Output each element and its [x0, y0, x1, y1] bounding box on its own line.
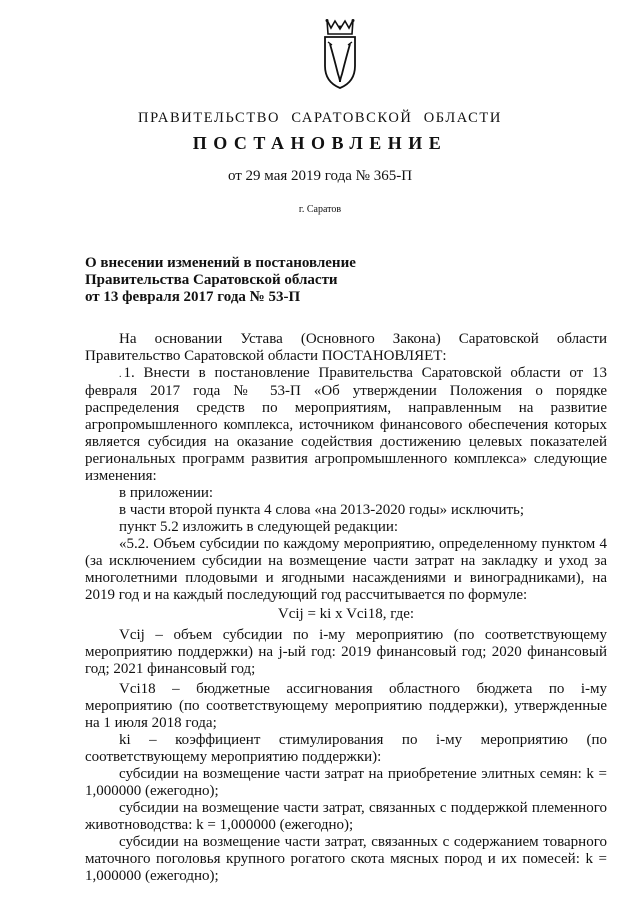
document-city: г. Саратов: [298, 204, 342, 215]
paragraph: ki – коэффициент стимулирования по i-му мероприятию (по соответствующему мероприятию поддержки):: [85, 732, 607, 765]
paragraph: в приложении:: [119, 485, 214, 501]
paragraph: субсидии на возмещение части затрат, связанных с поддержкой племенного животноводства: k = 1,000000 (ежегодно);: [85, 800, 607, 833]
document-type: ПОСТАНОВЛЕНИЕ: [192, 133, 448, 153]
document-date-number: от 29 мая 2019 года № 365-П: [227, 168, 413, 184]
coat-of-arms-icon: [319, 18, 361, 90]
document-subject: [85, 255, 356, 306]
subject-line: О внесении изменений в постановление: [85, 255, 356, 271]
paragraph: [85, 365, 607, 485]
paragraph-text: 1. Внести в постановление Правительства Саратовской области от 13 февраля 2017 года № 53-П «Об утверждении Положения о порядке распределения средств по мероприятиям, направленным на развитие агропромышленного комплекса, источником финансового обеспечения которых является субсидия на оказание содействия достижению целевых показателей региональных программ развития агропромышленного комплекса» следующие изменения:: [85, 365, 607, 484]
ink-dot-mark: .: [119, 369, 122, 380]
subject-line: от 13 февраля 2017 года № 53-П: [85, 289, 301, 305]
paragraph: пункт 5.2 изложить в следующей редакции:: [119, 519, 399, 535]
subject-line: Правительства Саратовской области: [85, 272, 338, 288]
paragraph: Vcij – объем субсидии по i-му мероприятию (по соответствующему мероприятию поддержки) на j-ый год: 2019 финансовый год; 2020 финансовый год; 2021 финансовый год;: [85, 627, 607, 677]
paragraph: в части второй пункта 4 слова «на 2013-2020 годы» исключить;: [119, 502, 525, 518]
paragraph: Vci18 – бюджетные ассигнования областного бюджета по i-му мероприятию (по соответствующему мероприятию поддержки), утвержденные на 1 июля 2018 года;: [85, 681, 607, 731]
paragraph: На основании Устава (Основного Закона) Саратовской области Правительство Саратовской области ПОСТАНОВЛЯЕТ:: [85, 331, 607, 364]
paragraph: «5.2. Объем субсидии по каждому мероприятию, определенному пунктом 4 (за исключением субсидии на возмещение части затрат на закладку и уход за многолетними плодовыми и ягодными насаждениями и виноградниками), на 2019 год и на каждый последующий год рассчитывается по формуле:: [85, 536, 607, 603]
document-body: [85, 331, 607, 885]
organization-name: ПРАВИТЕЛЬСТВО САРАТОВСКОЙ ОБЛАСТИ: [138, 110, 502, 126]
formula: Vcij = ki x Vci18, где:: [277, 606, 415, 622]
paragraph: субсидии на возмещение части затрат, связанных с содержанием товарного маточного поголовья крупного рогатого скота мясных пород и их помесей: k = 1,000000 (ежегодно);: [85, 834, 607, 884]
paragraph: субсидии на возмещение части затрат на приобретение элитных семян: k = 1,000000 (ежегодно);: [85, 766, 607, 799]
